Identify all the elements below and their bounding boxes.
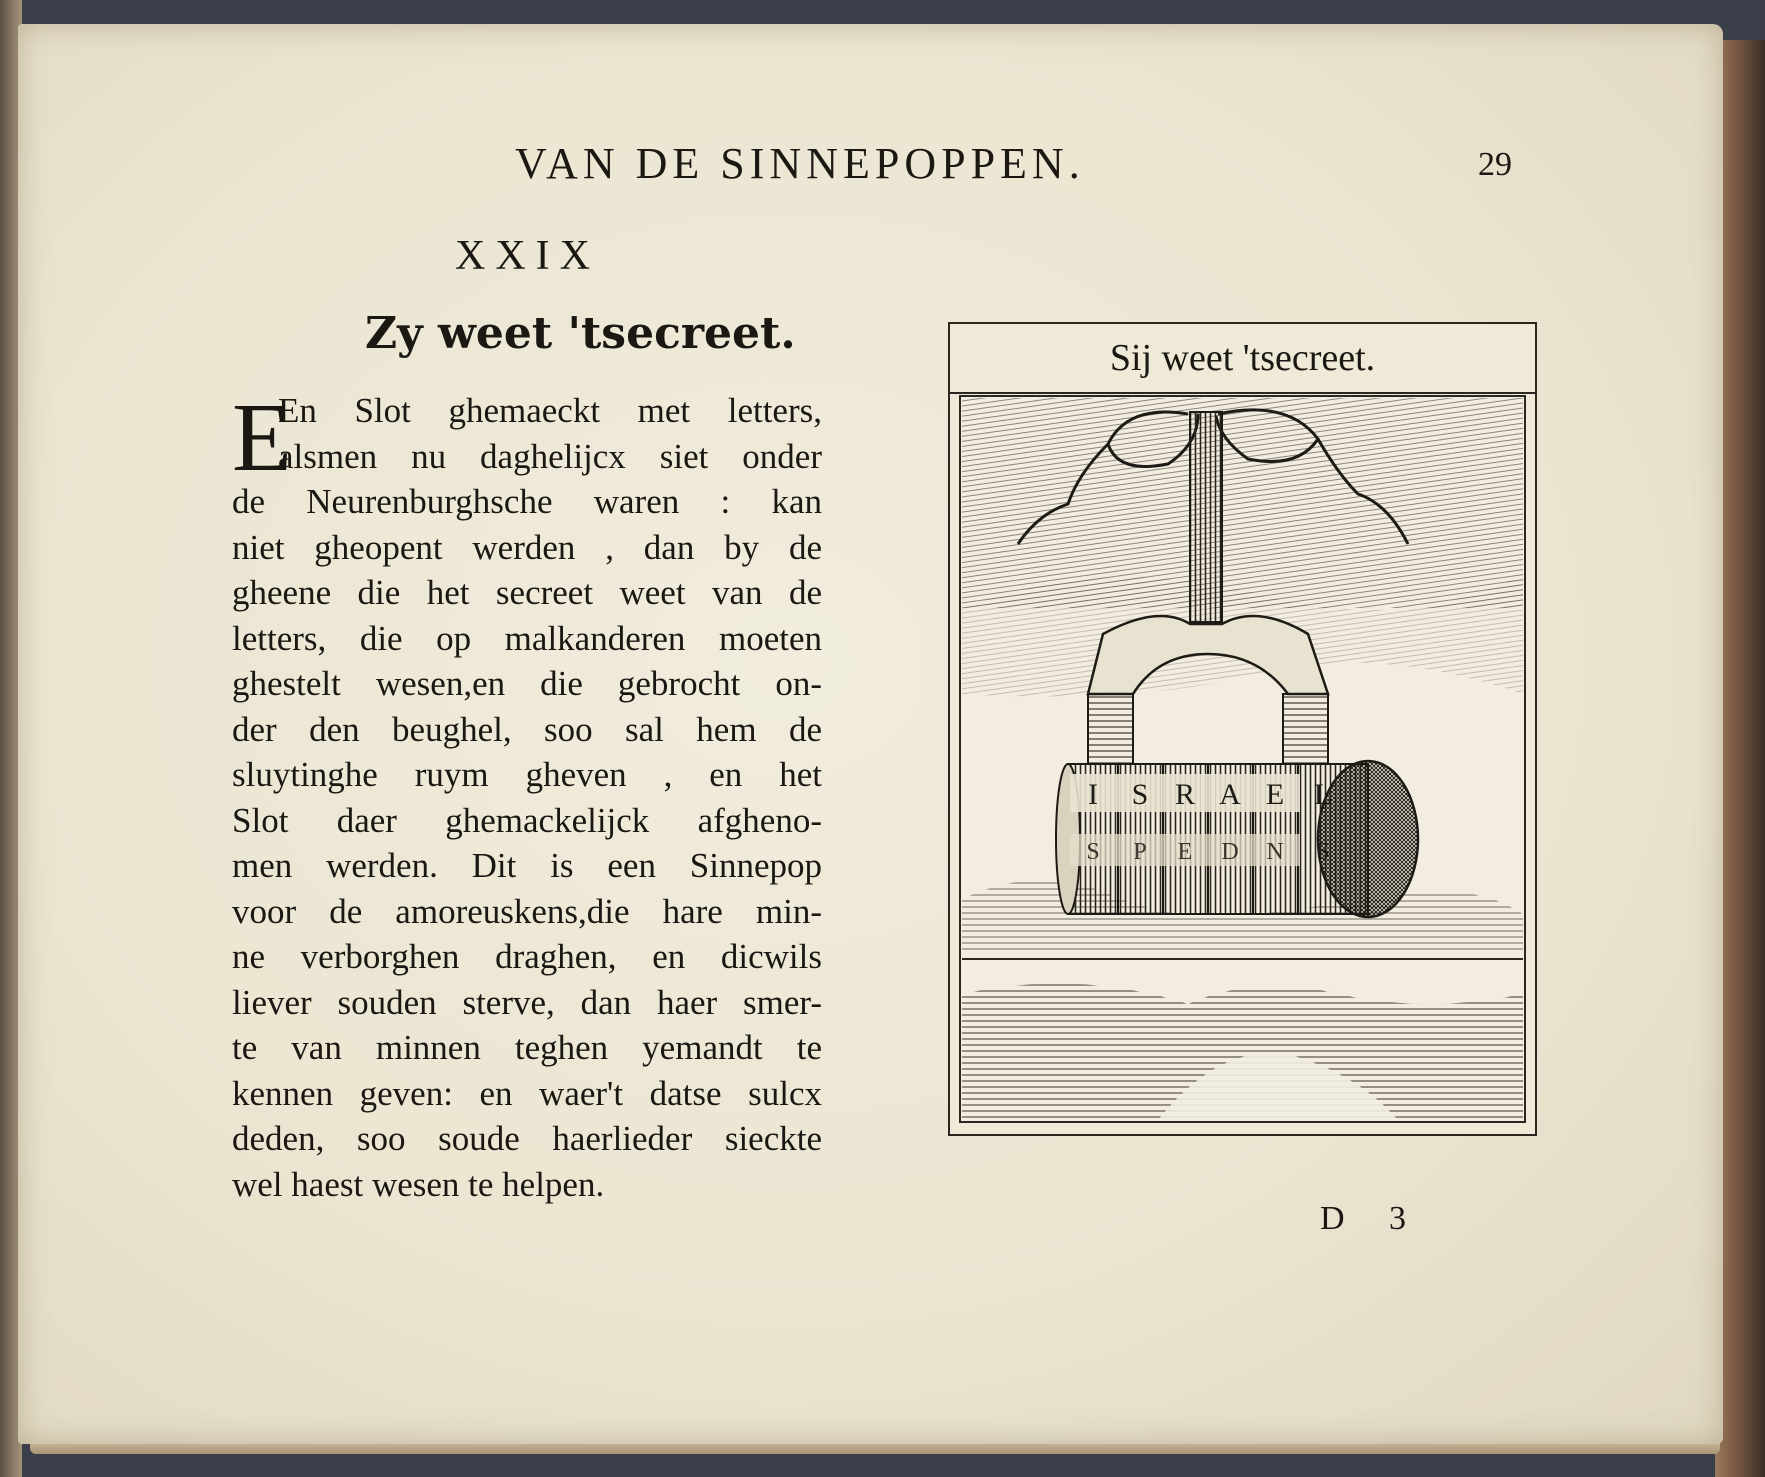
plate-caption: Sij weet 'tsecreet. bbox=[950, 324, 1535, 394]
emblem-motto: Zy weet 'tsecreet. bbox=[365, 308, 796, 359]
body-line: alsmen nu daghelijcx siet onder bbox=[278, 436, 822, 476]
body-line: gheene die het secreet weet van de bbox=[232, 573, 822, 612]
page-number: 29 bbox=[1478, 146, 1512, 183]
body-line: men werden. Dit is een Sinnepop bbox=[232, 846, 822, 885]
lock-letter-top: S bbox=[1131, 778, 1149, 811]
lock-letter-bottom: P bbox=[1133, 839, 1147, 865]
body-line: Slot daer ghemackelijck afgheno- bbox=[232, 800, 822, 840]
body-line: kennen geven: en waer't datse sulcx bbox=[232, 1073, 822, 1113]
body-line: der den beughel, soo sal hem de bbox=[232, 709, 822, 749]
body-line: deden, soo soude haerlieder sieckte bbox=[232, 1119, 822, 1158]
body-line: wel haest wesen te helpen. bbox=[232, 1164, 605, 1204]
sky bbox=[962, 398, 1523, 608]
body-line: niet gheopent werden , dan by de bbox=[232, 527, 822, 567]
lock-letter-bottom: S bbox=[1316, 839, 1330, 865]
body-line: liever souden sterve, dan haer smer- bbox=[232, 982, 822, 1022]
body-line: letters, die op malkanderen moeten bbox=[232, 618, 822, 658]
body-line: te van minnen teghen yemandt te bbox=[232, 1028, 822, 1067]
drop-cap: E bbox=[232, 384, 292, 492]
body-line: En Slot ghemaeckt met letters, bbox=[278, 391, 822, 430]
engraving-padlock-illustration bbox=[958, 394, 1527, 1124]
lock-letter-bottom: S bbox=[1086, 839, 1100, 865]
lock-letter-top: A bbox=[1219, 778, 1241, 811]
lock-letter-top: R bbox=[1174, 778, 1196, 811]
lock-letter-bottom: D bbox=[1221, 839, 1239, 865]
emblem-number: XXIX bbox=[455, 233, 600, 279]
lock-letter-top: I bbox=[1088, 778, 1098, 811]
body-line: ne verborghen draghen, en dicwils bbox=[232, 937, 822, 976]
ribbon-band bbox=[1190, 412, 1222, 622]
body-line: ghestelt wesen,en die gebrocht on- bbox=[232, 664, 822, 703]
lock-letter-top: L bbox=[1313, 778, 1333, 811]
body-line: de Neurenburghsche waren : kan bbox=[232, 482, 822, 521]
body-line: sluytinghe ruym gheven , en het bbox=[232, 755, 822, 794]
running-head: VAN DE SINNEPOPPEN. bbox=[515, 139, 1085, 188]
signature-mark: D 3 bbox=[1320, 1200, 1425, 1237]
body-text bbox=[232, 384, 822, 1207]
lock-letter-bottom: E bbox=[1177, 839, 1193, 865]
emblem-plate bbox=[948, 322, 1537, 1136]
lock-letter-top: E bbox=[1265, 778, 1285, 811]
lock-letter-bottom: N bbox=[1266, 839, 1284, 865]
body-line: voor de amoreuskens,die hare min- bbox=[232, 891, 822, 931]
